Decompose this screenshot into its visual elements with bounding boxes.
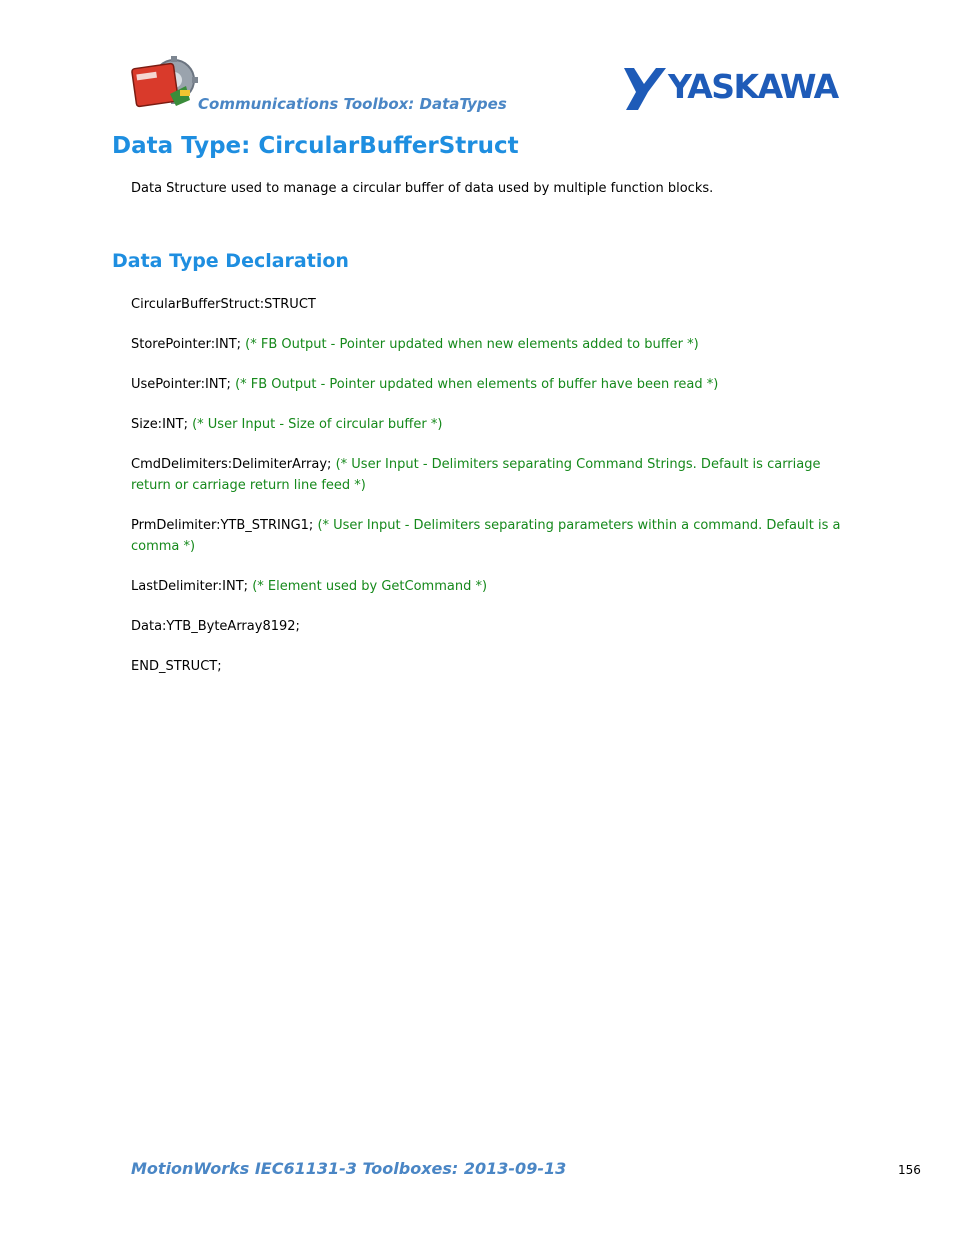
field-comment: (* User Input - Delimiters separating parameters within a command. Default is a comma *) xyxy=(131,518,841,554)
toolbox-logo-icon xyxy=(130,56,200,112)
declaration-line xyxy=(131,414,841,435)
field-comment: (* FB Output - Pointer updated when new elements added to buffer *) xyxy=(245,337,699,352)
struct-open-line: CircularBufferStruct:STRUCT xyxy=(131,297,316,312)
yaskawa-logo xyxy=(622,66,844,112)
field-code: StorePointer:INT; xyxy=(131,337,246,352)
footer-title: MotionWorks IEC61131-3 Toolboxes: 2013-09-13 xyxy=(131,1159,567,1178)
field-code: Size:INT; xyxy=(131,417,193,432)
field-comment: (* FB Output - Pointer updated when elements of buffer have been read *) xyxy=(235,377,719,392)
section-heading: Data Type Declaration xyxy=(112,250,349,272)
field-code: Data:YTB_ByteArray8192; xyxy=(131,619,300,634)
yaskawa-wordmark: YASKAWA xyxy=(668,67,838,106)
toolbox-subtitle: Communications Toolbox: DataTypes xyxy=(198,95,507,113)
page-title: Data Type: CircularBufferStruct xyxy=(112,133,519,159)
field-code: LastDelimiter:INT; xyxy=(131,579,253,594)
data-type-declaration xyxy=(131,294,841,696)
declaration-line xyxy=(131,374,841,395)
struct-close-line: END_STRUCT; xyxy=(131,659,222,674)
declaration-line xyxy=(131,576,841,597)
page-number: 156 xyxy=(898,1163,921,1177)
intro-text: Data Structure used to manage a circular buffer of data used by multiple function blocks. xyxy=(131,181,714,196)
field-code: CmdDelimiters:DelimiterArray; xyxy=(131,457,336,472)
declaration-line xyxy=(131,334,841,355)
declaration-line xyxy=(131,616,841,637)
yaskawa-mark-icon xyxy=(622,66,668,112)
declaration-line xyxy=(131,515,841,557)
field-comment: (* User Input - Size of circular buffer *) xyxy=(192,417,443,432)
field-code: PrmDelimiter:YTB_STRING1; xyxy=(131,518,318,533)
field-code: UsePointer:INT; xyxy=(131,377,236,392)
field-comment: (* User Input - Delimiters separating Command Strings. Default is carriage return or carriage return line feed *) xyxy=(131,457,821,493)
declaration-line xyxy=(131,454,841,496)
field-comment: (* Element used by GetCommand *) xyxy=(252,579,488,594)
